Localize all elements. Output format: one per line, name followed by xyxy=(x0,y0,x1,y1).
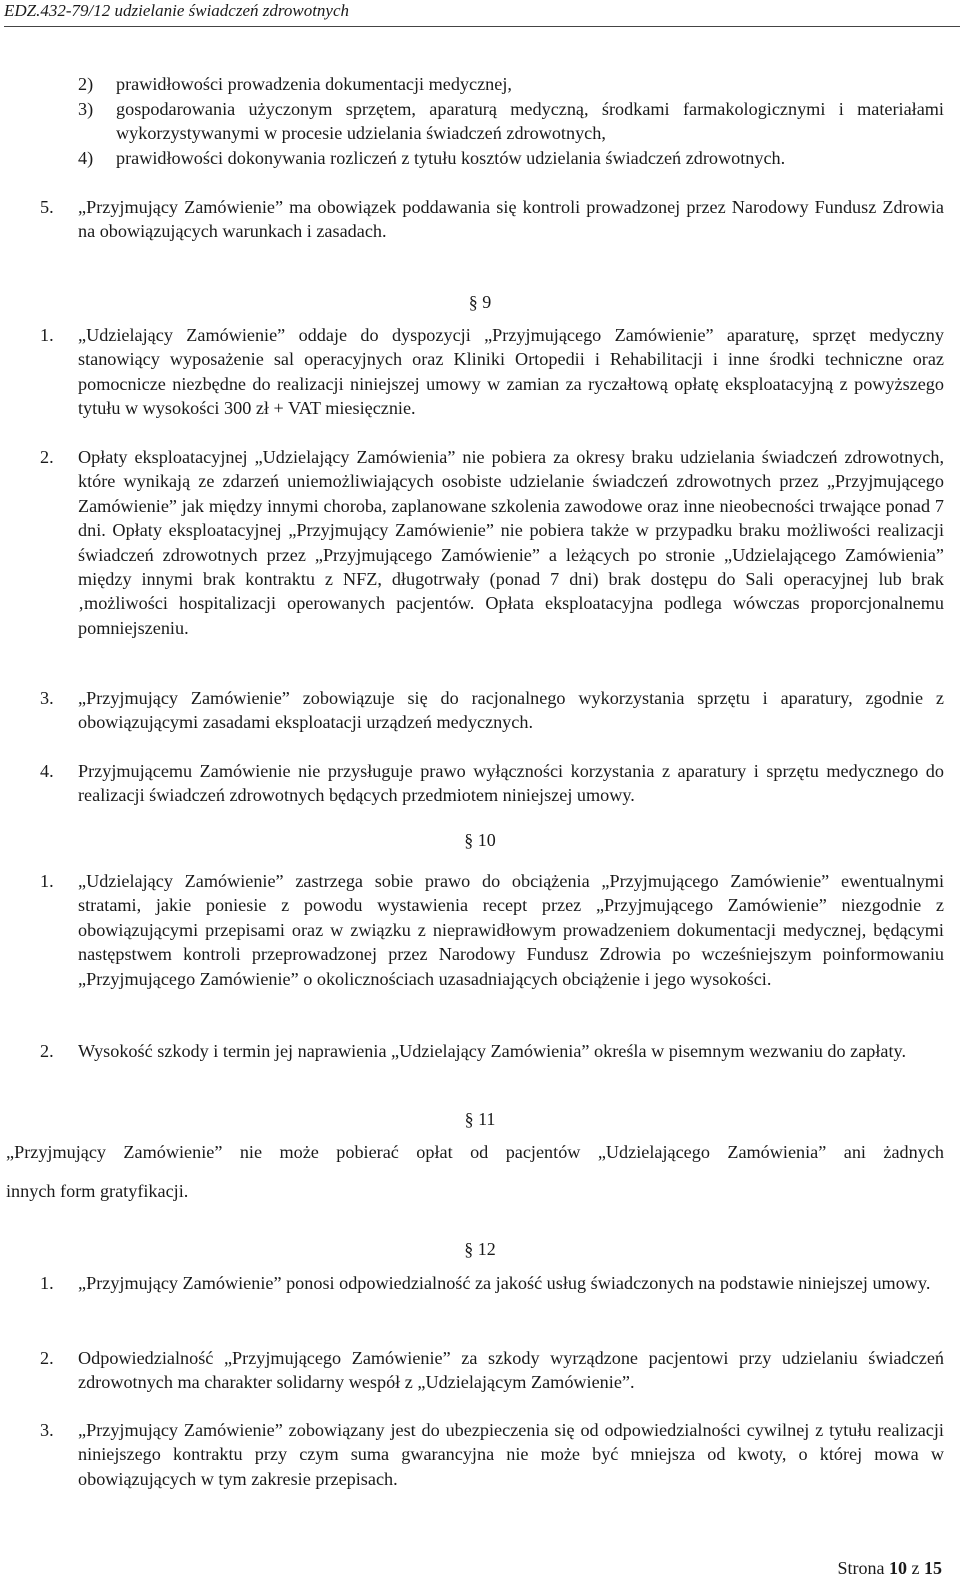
page-footer xyxy=(838,1556,943,1580)
paragraph-number: 3. xyxy=(40,688,54,708)
page-label: Strona xyxy=(837,1558,885,1578)
paragraph-number: 1. xyxy=(40,325,54,345)
paragraph-number: 2. xyxy=(40,447,54,467)
list-item xyxy=(78,97,944,146)
list-item xyxy=(78,72,944,96)
paragraph-text: Wysokość szkody i termin jej naprawienia „Udzielający Zamówienia” określa w pisemnym wezwaniu do zapłaty. xyxy=(78,1041,907,1061)
paragraph-number: 4. xyxy=(40,761,54,781)
list-number: 4) xyxy=(78,148,94,168)
current-page-number: 10 xyxy=(889,1558,907,1578)
section-heading: § 12 xyxy=(464,1239,496,1259)
section-heading: § 11 xyxy=(464,1109,496,1129)
paragraph-text: Odpowiedzialność „Przyjmującego Zamówienie” za szkody wyrządzone pacjentowi przy udzielaniu świadczeń zdrowotnych ma charakter solidarny wespół z „Udzielającym Zamówienie”. xyxy=(78,1348,944,1393)
document-header xyxy=(4,0,960,27)
list-text: prawidłowości prowadzenia dokumentacji medycznej, xyxy=(116,74,512,94)
paragraph-text: „Przyjmujący Zamówienie” ponosi odpowiedzialność za jakość usług świadczonych na podstawie niniejszej umowy. xyxy=(78,1273,931,1293)
paragraph-number: 1. xyxy=(40,871,54,891)
paragraph-text: Przyjmującemu Zamówienie nie przysługuje prawo wyłączności korzystania z aparatury i sprzętu medycznego do realizacji świadczeń zdrowotnych będących przedmiotem niniejszej umowy. xyxy=(78,761,944,806)
list-number: 3) xyxy=(78,99,94,119)
section-heading: § 9 xyxy=(468,292,492,312)
list-number: 2) xyxy=(78,74,94,94)
paragraph-number: 2. xyxy=(40,1348,54,1368)
paragraph-text: „Przyjmujący Zamówienie” ma obowiązek poddawania się kontroli prowadzonej przez Narodowy Fundusz Zdrowia na obowiązujących warunkach i zasadach. xyxy=(78,197,944,242)
paragraph-text: „Przyjmujący Zamówienie” zobowiązuje się do racjonalnego wykorzystania sprzętu i aparatury, zgodnie z obowiązującymi zasadami eksploatacji urządzeń medycznych. xyxy=(78,688,944,733)
header-title: EDZ.432-79/12 udzielanie świadczeń zdrowotnych xyxy=(4,1,350,20)
page-separator: z xyxy=(911,1558,920,1578)
paragraph-text: „Przyjmujący Zamówienie” nie może pobierać opłat od pacjentów „Udzielającego Zamówienia” ani żadnych xyxy=(6,1142,944,1162)
section-heading: § 10 xyxy=(464,830,496,850)
total-page-count: 15 xyxy=(924,1558,942,1578)
paragraph-text: „Udzielający Zamówienie” zastrzega sobie prawo do obciążenia „Przyjmującego Zamówienie” ewentualnymi stratami, jakie poniesie z powodu wystawienia recept przez „Przyjmującego Zamówienie” niezgodnie z obowiązującymi przepisami oraz w związku z nieprawidłowym prowadzeniem dokumentacji medycznej, będącymi następstwem kontroli przeprowadzonej przez Narodowy Fundusz Zdrowia po wcześniejszym poinformowaniu „Przyjmującego Zamówienie” o okolicznościach uzasadniających obciążenie i jego wysokości. xyxy=(78,871,944,989)
paragraph-number: 1. xyxy=(40,1273,54,1293)
paragraph-number: 2. xyxy=(40,1041,54,1061)
paragraph-number: 3. xyxy=(40,1420,54,1440)
list-text: gospodarowania użyczonym sprzętem, aparaturą medyczną, środkami farmakologicznymi i materiałami wykorzystywanymi w procesie udzielania świadczeń zdrowotnych, xyxy=(116,99,944,144)
paragraph-text: „Udzielający Zamówienie” oddaje do dyspozycji „Przyjmującego Zamówienie” aparaturę, sprzęt medyczny stanowiący wyposażenie sal operacyjnych oraz Kliniki Ortopedii i Rehabilitacji i inne środki techniczne oraz pomocnicze niezbędne do realizacji niniejszej umowy w zamian za ryczałtową opłatę eksploatacyjną z powyższego tytułu w wysokości 300 zł + VAT miesięcznie. xyxy=(78,325,944,419)
list-item xyxy=(78,146,944,170)
paragraph-text: „Przyjmujący Zamówienie” zobowiązany jest do ubezpieczenia się od odpowiedzialności cywilnej z tytułu realizacji niniejszego kontraktu przy czym suma gwarancyjna nie może być mniejsza od kwoty, o której mowa w obowiązujących w tym zakresie przepisach. xyxy=(78,1420,944,1489)
paragraph-text: Opłaty eksploatacyjnej „Udzielający Zamówienia” nie pobiera za okresy braku udzielania świadczeń zdrowotnych, które wynikają ze zdarzeń uniemożliwiających osobiste udzielanie świadczeń zdrowotnych przez „Przyjmującego Zamówienie” jak między innymi choroba, zaplanowane szkolenia zawodowe oraz inne nieobecności trwające ponad 7 dni. Opłaty eksploatacyjnej „Przyjmujący Zamówienie” nie pobiera także w przypadku braku możliwości realizacji świadczeń zdrowotnych przez „Przyjmującego Zamówienie” a leżących po stronie „Udzielającego Zamówienia” między innymi brak kontraktu z NFZ, długotrwały (ponad 7 dni) brak dostępu do Sali operacyjnej lub brak ‚możliwości hospitalizacji operowanych pacjentów. Opłata eksploatacyjna podlega wówczas proporcjonalnemu pomniejszeniu. xyxy=(78,447,944,638)
list-text: prawidłowości dokonywania rozliczeń z tytułu kosztów udzielania świadczeń zdrowotnych. xyxy=(116,148,786,168)
paragraph-number: 5. xyxy=(40,197,54,217)
paragraph-text: innych form gratyfikacji. xyxy=(6,1181,189,1201)
